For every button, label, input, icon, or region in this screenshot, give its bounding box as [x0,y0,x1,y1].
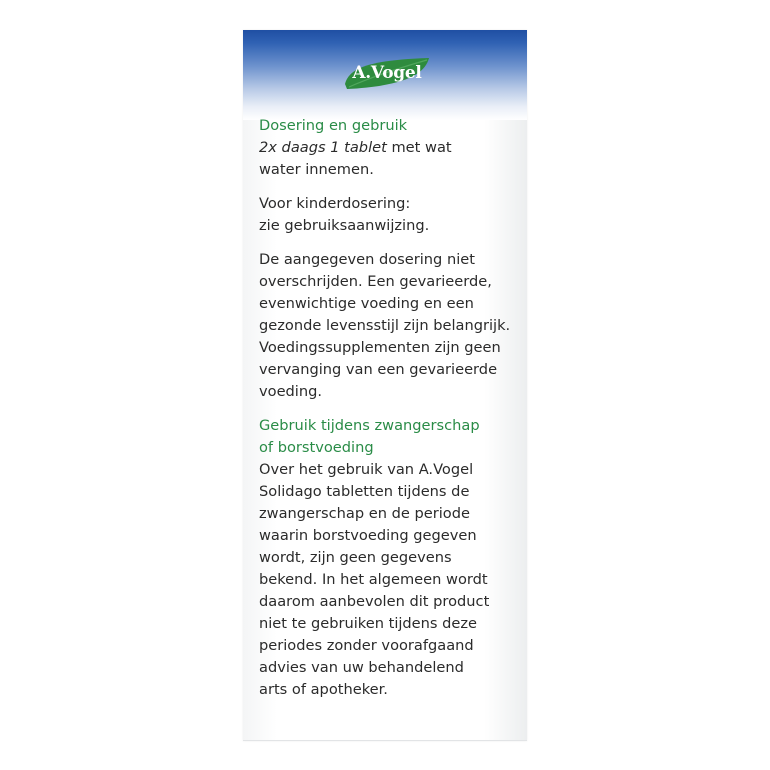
pregnancy-line: Over het gebruik van A.Vogel [259,461,474,478]
warning-line: evenwichtige voeding en een [259,295,474,312]
dosage-heading: Dosering en gebruik [259,117,408,134]
pregnancy-heading-line-2: of borstvoeding [259,439,374,456]
warning-line: De aangegeven dosering niet [259,251,475,268]
panel-content [259,115,521,701]
pregnancy-line: niet te gebruiken tijdens deze [259,615,478,632]
warning-line: overschrijden. Een gevarieerde, [259,273,492,290]
dosage-amount: 2x daags 1 tablet [259,139,387,156]
warning-paragraph [259,249,521,403]
warning-line: gezonde levensstijl zijn belangrijk. [259,317,511,334]
warning-line: vervanging van een gevarieerde [259,361,498,378]
pregnancy-line: daarom aanbevolen dit product [259,593,490,610]
warning-line: voeding. [259,383,323,400]
package-side-panel [243,30,527,741]
pregnancy-line: periodes zonder voorafgaand [259,637,474,654]
pregnancy-line: zwangerschap en de periode [259,505,470,522]
dosage-line-1-rest: met wat [386,139,452,156]
children-line-2: zie gebruiksaanwijzing. [259,217,430,234]
pregnancy-heading-line-1: Gebruik tijdens zwangerschap [259,417,480,434]
pregnancy-line: waarin borstvoeding gegeven [259,527,477,544]
a-vogel-logo [339,54,435,92]
pregnancy-line: arts of apotheker. [259,681,388,698]
pregnancy-line: Solidago tabletten tijdens de [259,483,470,500]
pregnancy-line: wordt, zijn geen gegevens [259,549,452,566]
pregnancy-line: bekend. In het algemeen wordt [259,571,488,588]
pregnancy-paragraph [259,459,521,701]
dosage-line-2: water innemen. [259,161,374,178]
pregnancy-line: advies van uw behandelend [259,659,464,676]
logo-text: A.Vogel [352,63,422,83]
children-line-1: Voor kinderdosering: [259,195,411,212]
dosage-line-1 [259,137,521,159]
warning-line: Voedingssupplementen zijn geen [259,339,501,356]
